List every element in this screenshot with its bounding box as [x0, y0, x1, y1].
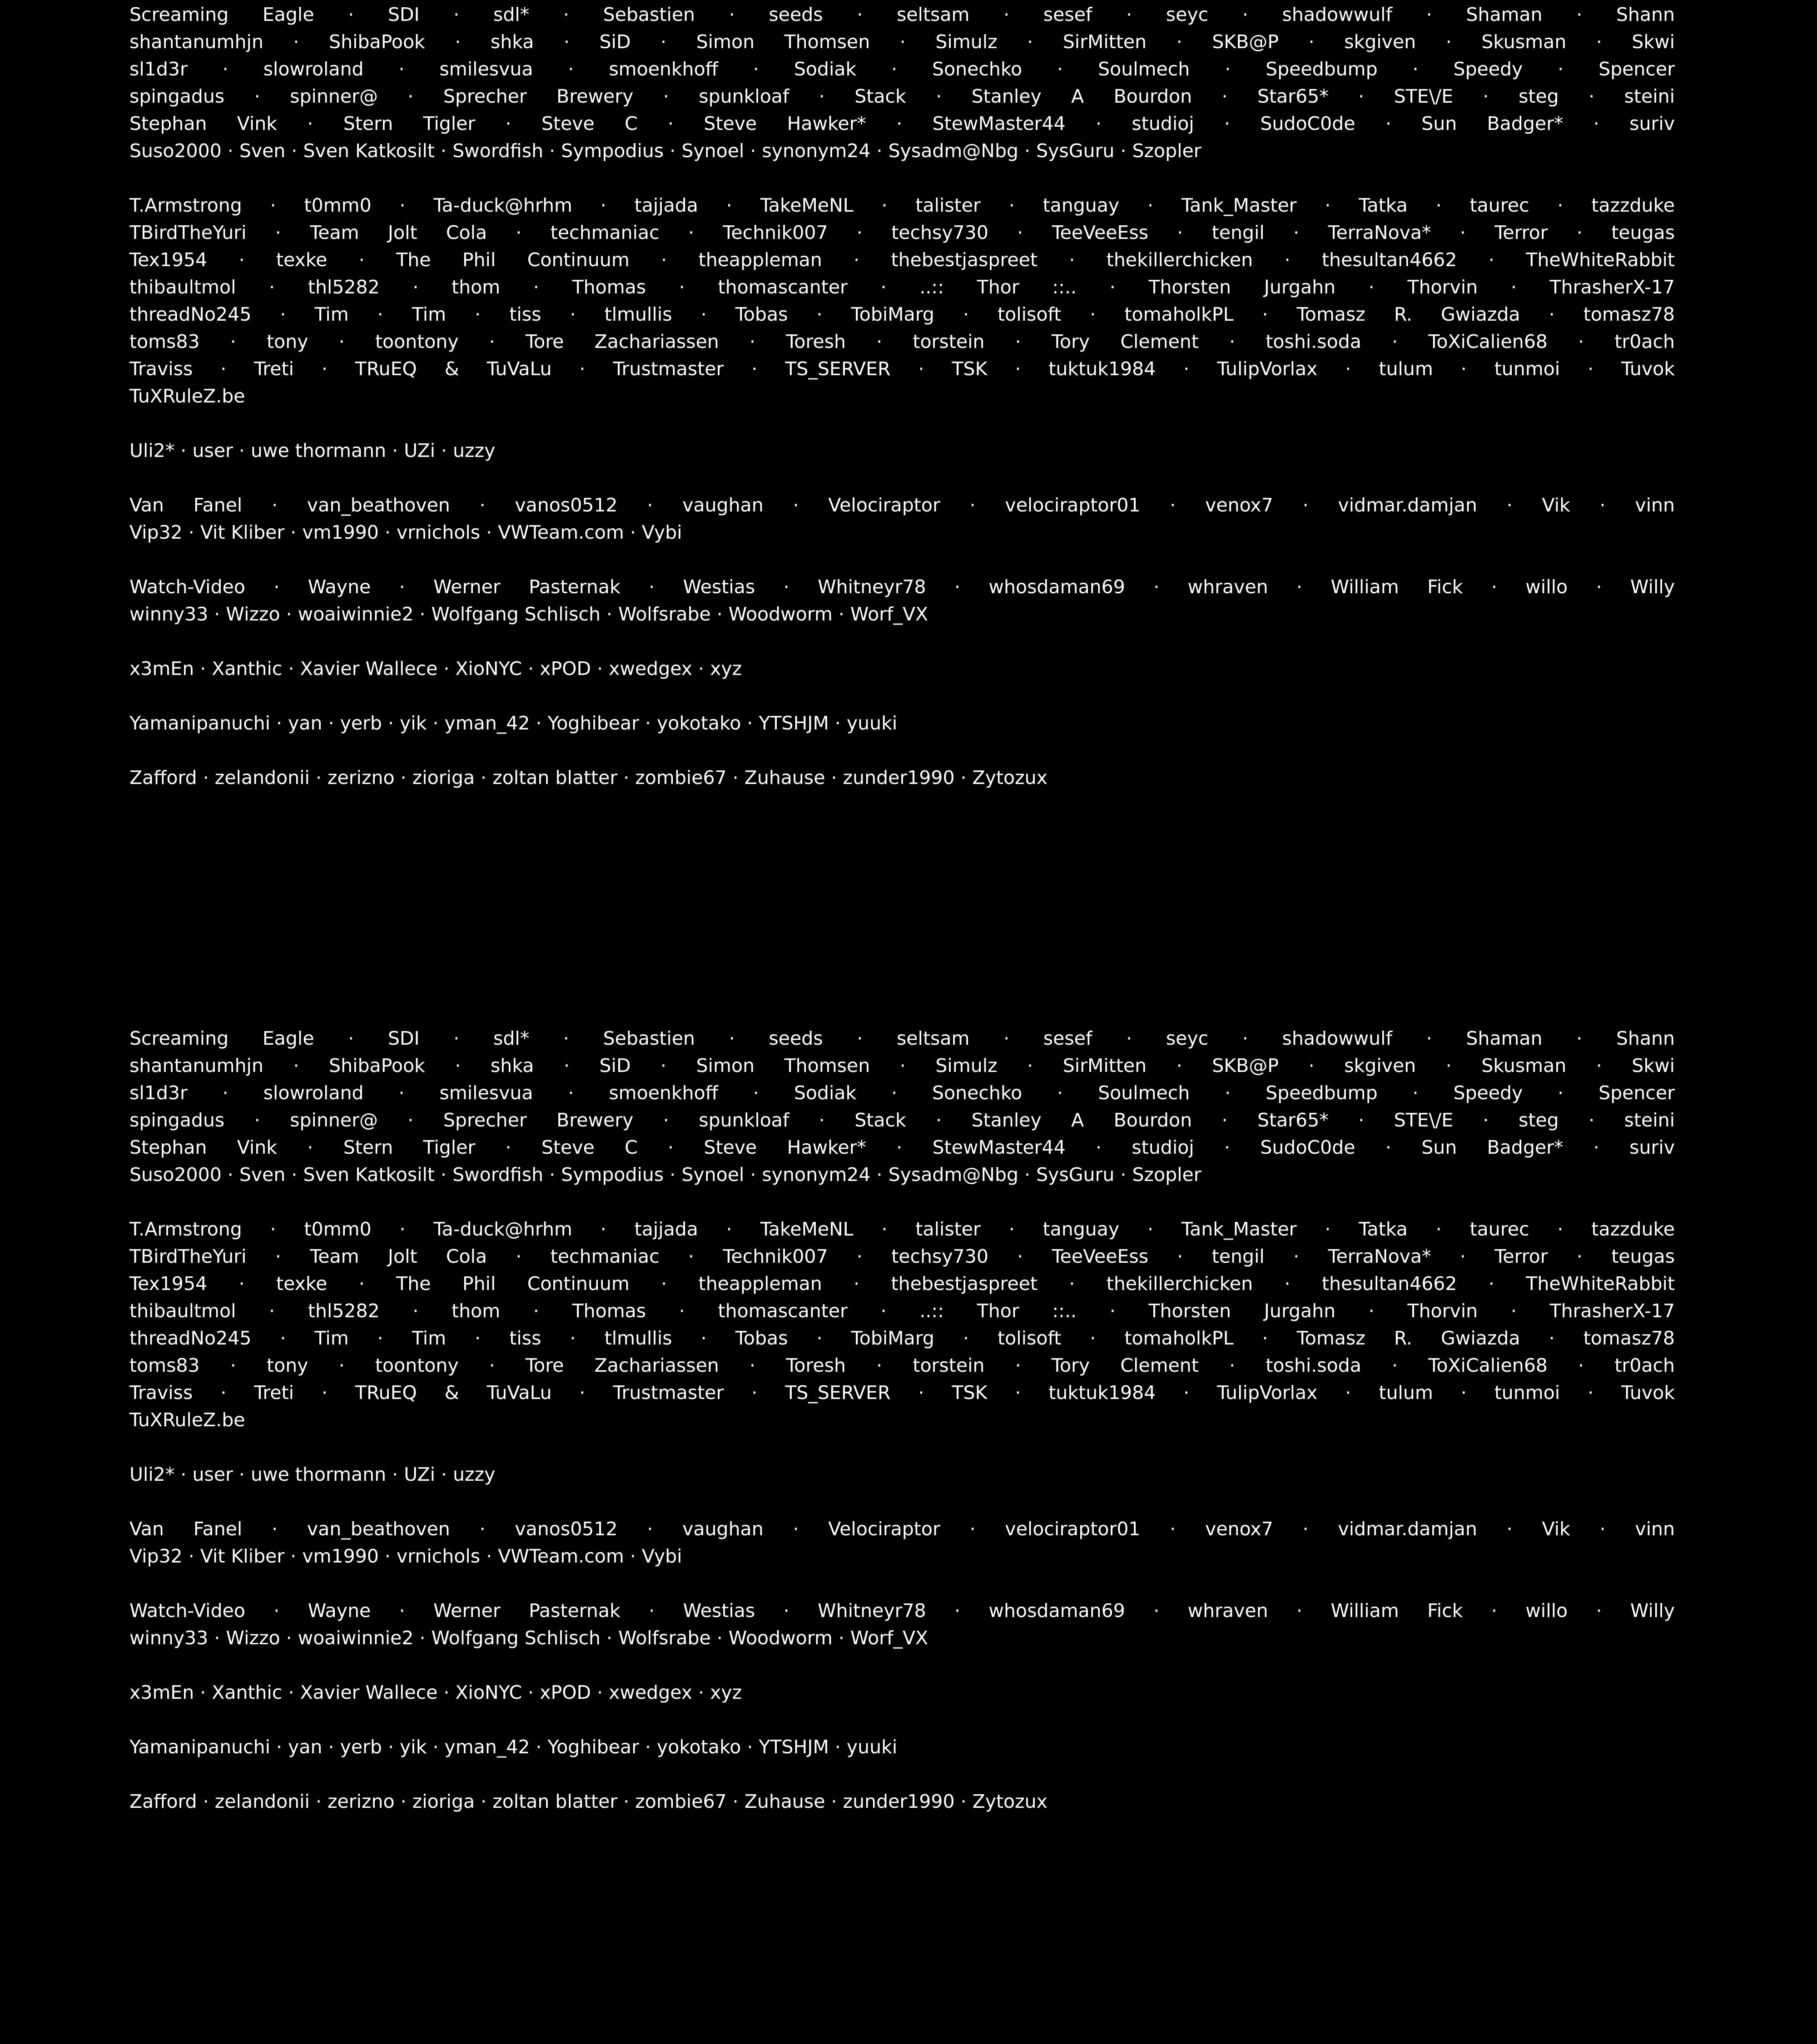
credits-line: Traviss · Treti · TRuEQ & TuVaLu · Trustmaster · TS_SERVER · TSK · tuktuk1984 · TulipVorlax · tulum · tunmoi · Tuvok — [129, 358, 1675, 380]
credits-line: toms83 · tony · toontony · Tore Zachariassen · Toresh · torstein · Tory Clement · toshi.soda · ToXiCalien68 · tr0ach — [129, 1354, 1675, 1376]
credits-line: winny33 · Wizzo · woaiwinnie2 · Wolfgang Schlisch · Wolfsrabe · Woodworm · Worf_VX — [129, 1627, 928, 1649]
credits-line: Traviss · Treti · TRuEQ & TuVaLu · Trustmaster · TS_SERVER · TSK · tuktuk1984 · TulipVorlax · tulum · tunmoi · Tuvok — [129, 1382, 1675, 1404]
credits-section-v — [129, 1515, 1675, 1570]
credits-line: Van Fanel · van_beathoven · vanos0512 · vaughan · Velociraptor · velociraptor01 · venox7 · vidmar.damjan · Vik · vinn — [129, 494, 1675, 516]
credits-line: spingadus · spinner@ · Sprecher Brewery · spunkloaf · Stack · Stanley A Bourdon · Star65* · STE\/E · steg · steini — [129, 85, 1675, 107]
credits-section-u — [129, 1461, 1675, 1488]
credits-section-t — [129, 1215, 1675, 1434]
credits-line: x3mEn · Xanthic · Xavier Wallece · XioNYC · xPOD · xwedgex · xyz — [129, 658, 742, 680]
credits-line: Stephan Vink · Stern Tigler · Steve C · Steve Hawker* · StewMaster44 · studioj · SudoC0de · Sun Badger* · suriv — [129, 113, 1675, 134]
credits-line: Watch-Video · Wayne · Werner Pasternak · Westias · Whitneyr78 · whosdaman69 · whraven · William Fick · willo · Willy — [129, 1600, 1675, 1622]
credits-line: Screaming Eagle · SDI · sdl* · Sebastien · seeds · seltsam · sesef · seyc · shadowwulf · Shaman · Shann — [129, 4, 1675, 25]
credits-line: threadNo245 · Tim · Tim · tiss · tlmullis · Tobas · TobiMarg · tolisoft · tomaholkPL · Tomasz R. Gwiazda · tomasz78 — [129, 303, 1675, 325]
credits-line: TuXRuleZ.be — [129, 1409, 245, 1431]
credits-line: thibaultmol · thl5282 · thom · Thomas · thomascanter · ..:: Thor ::.. · Thorsten Jurgahn · Thorvin · ThrasherX-17 — [129, 276, 1675, 298]
credits-line: Watch-Video · Wayne · Werner Pasternak · Westias · Whitneyr78 · whosdaman69 · whraven · William Fick · willo · Willy — [129, 576, 1675, 598]
credits-line: Suso2000 · Sven · Sven Katkosilt · Swordfish · Sympodius · Synoel · synonym24 · Sysadm@Nbg · SysGuru · Szopler — [129, 140, 1201, 162]
credits-section-s — [129, 1025, 1675, 1188]
credits-line: Zafford · zelandonii · zerizno · zioriga · zoltan blatter · zombie67 · Zuhause · zunder1990 · Zytozux — [129, 767, 1048, 789]
credits-section-t — [129, 192, 1675, 410]
credits-line: shantanumhjn · ShibaPook · shka · SiD · Simon Thomsen · Simulz · SirMitten · SKB@P · skgiven · Skusman · Skwi — [129, 31, 1675, 53]
credits-line: Screaming Eagle · SDI · sdl* · Sebastien · seeds · seltsam · sesef · seyc · shadowwulf · Shaman · Shann — [129, 1027, 1675, 1049]
credits-line: shantanumhjn · ShibaPook · shka · SiD · Simon Thomsen · Simulz · SirMitten · SKB@P · skgiven · Skusman · Skwi — [129, 1055, 1675, 1077]
credits-section-s — [129, 1, 1675, 164]
credits-copy-2 — [0, 1024, 1817, 1842]
credits-line: Vip32 · Vit Kliber · vm1990 · vrnichols · VWTeam.com · Vybi — [129, 1545, 682, 1567]
credits-line: Zafford · zelandonii · zerizno · zioriga · zoltan blatter · zombie67 · Zuhause · zunder1990 · Zytozux — [129, 1791, 1048, 1812]
credits-line: TBirdTheYuri · Team Jolt Cola · techmaniac · Technik007 · techsy730 · TeeVeeEss · tengil · TerraNova* · Terror · teugas — [129, 1245, 1675, 1267]
credits-line: Yamanipanuchi · yan · yerb · yik · yman_42 · Yoghibear · yokotako · YTSHJM · yuuki — [129, 1736, 898, 1758]
credits-line: thibaultmol · thl5282 · thom · Thomas · thomascanter · ..:: Thor ::.. · Thorsten Jurgahn · Thorvin · ThrasherX-17 — [129, 1300, 1675, 1322]
credits-line: sl1d3r · slowroland · smilesvua · smoenkhoff · Sodiak · Sonechko · Soulmech · Speedbump · Speedy · Spencer — [129, 1082, 1675, 1104]
credits-line: Van Fanel · van_beathoven · vanos0512 · vaughan · Velociraptor · velociraptor01 · venox7 · vidmar.damjan · Vik · vinn — [129, 1518, 1675, 1540]
credits-line: sl1d3r · slowroland · smilesvua · smoenkhoff · Sodiak · Sonechko · Soulmech · Speedbump · Speedy · Spencer — [129, 58, 1675, 80]
credits-section-z — [129, 764, 1675, 791]
credits-line: threadNo245 · Tim · Tim · tiss · tlmullis · Tobas · TobiMarg · tolisoft · tomaholkPL · Tomasz R. Gwiazda · tomasz78 — [129, 1327, 1675, 1349]
credits-section-v — [129, 491, 1675, 546]
credits-section-w — [129, 1597, 1675, 1652]
credits-line: winny33 · Wizzo · woaiwinnie2 · Wolfgang Schlisch · Wolfsrabe · Woodworm · Worf_VX — [129, 603, 928, 625]
credits-line: T.Armstrong · t0mm0 · Ta-duck@hrhm · tajjada · TakeMeNL · talister · tanguay · Tank_Master · Tatka · taurec · tazzduke — [129, 194, 1675, 216]
credits-section-z — [129, 1788, 1675, 1815]
credits-line: spingadus · spinner@ · Sprecher Brewery · spunkloaf · Stack · Stanley A Bourdon · Star65* · STE\/E · steg · steini — [129, 1109, 1675, 1131]
credits-section-y — [129, 1733, 1675, 1761]
credits-line: Tex1954 · texke · The Phil Continuum · theappleman · thebestjaspreet · thekillerchicken · thesultan4662 · TheWhiteRabbit — [129, 1273, 1675, 1295]
credits-line: TBirdTheYuri · Team Jolt Cola · techmaniac · Technik007 · techsy730 · TeeVeeEss · tengil · TerraNova* · Terror · teugas — [129, 222, 1675, 243]
credits-line: T.Armstrong · t0mm0 · Ta-duck@hrhm · tajjada · TakeMeNL · talister · tanguay · Tank_Master · Tatka · taurec · tazzduke — [129, 1218, 1675, 1240]
credits-line: x3mEn · Xanthic · Xavier Wallece · XioNYC · xPOD · xwedgex · xyz — [129, 1682, 742, 1703]
credits-line: Vip32 · Vit Kliber · vm1990 · vrnichols · VWTeam.com · Vybi — [129, 521, 682, 543]
credits-copy-1 — [0, 0, 1817, 819]
credits-line: Suso2000 · Sven · Sven Katkosilt · Swordfish · Sympodius · Synoel · synonym24 · Sysadm@Nbg · SysGuru · Szopler — [129, 1164, 1201, 1186]
credits-section-w — [129, 573, 1675, 628]
credits-section-x — [129, 655, 1675, 682]
credits-section-y — [129, 709, 1675, 737]
credits-line: Stephan Vink · Stern Tigler · Steve C · Steve Hawker* · StewMaster44 · studioj · SudoC0de · Sun Badger* · suriv — [129, 1136, 1675, 1158]
credits-line: Tex1954 · texke · The Phil Continuum · theappleman · thebestjaspreet · thekillerchicken · thesultan4662 · TheWhiteRabbit — [129, 249, 1675, 271]
credits-line: toms83 · tony · toontony · Tore Zachariassen · Toresh · torstein · Tory Clement · toshi.soda · ToXiCalien68 · tr0ach — [129, 331, 1675, 352]
credits-line: Uli2* · user · uwe thormann · UZi · uzzy — [129, 440, 496, 461]
credits-section-x — [129, 1679, 1675, 1706]
credits-section-u — [129, 437, 1675, 464]
credits-line: Yamanipanuchi · yan · yerb · yik · yman_42 · Yoghibear · yokotako · YTSHJM · yuuki — [129, 712, 898, 734]
credits-line: Uli2* · user · uwe thormann · UZi · uzzy — [129, 1464, 496, 1485]
credits-line: TuXRuleZ.be — [129, 385, 245, 407]
